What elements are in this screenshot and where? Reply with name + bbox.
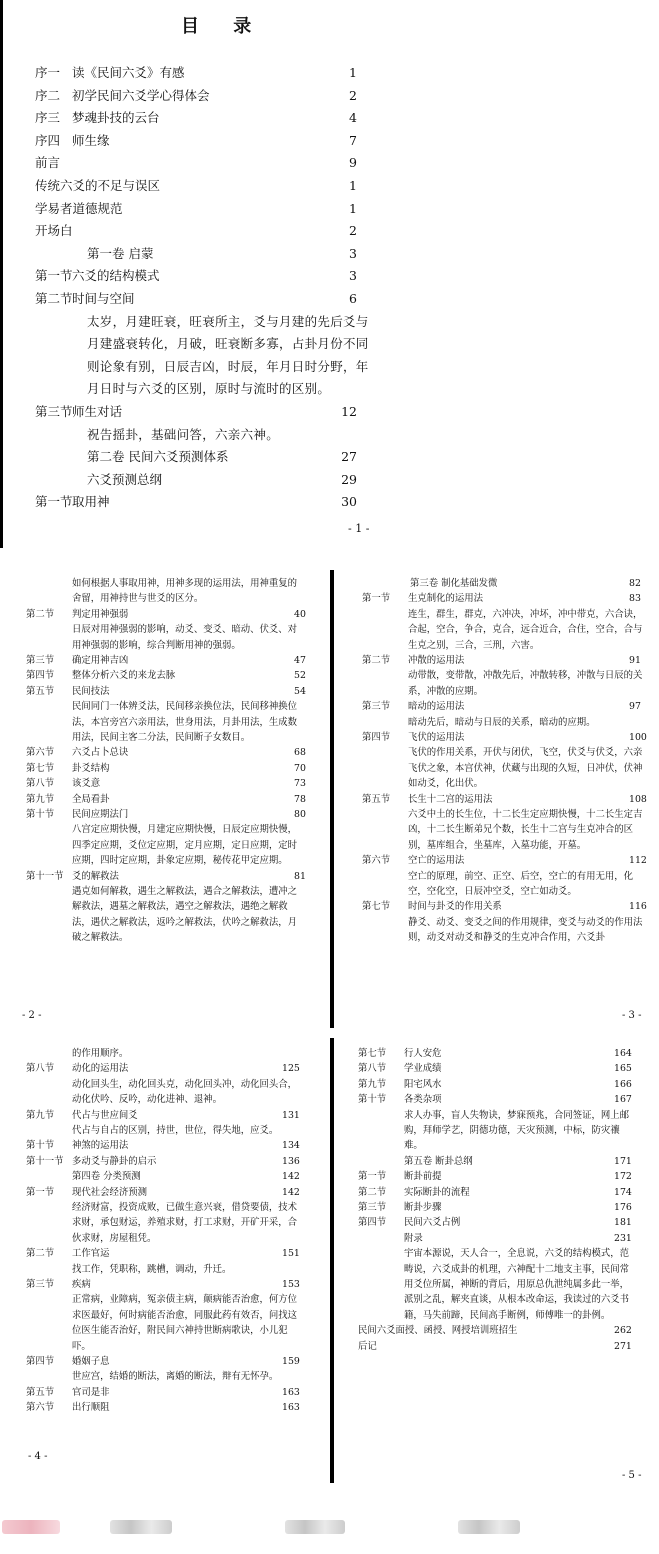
page-ref: 73 — [294, 778, 306, 790]
entry-title: 该爻意 — [72, 778, 101, 790]
page-ref: 163 — [282, 1386, 300, 1398]
section-label: 第二节 — [358, 1186, 387, 1198]
toc-entry-description — [362, 807, 647, 853]
toc-entry-description — [26, 822, 306, 868]
toc-entry — [358, 1323, 640, 1338]
toc-entry-description — [362, 745, 647, 791]
entry-title: 六爻占卜总诀 — [72, 747, 129, 759]
description-text: 暗动先后，暗动与日辰的关系，暗动的应期。 — [408, 716, 596, 728]
description-text: 六爻中土的长生位，十二长生定应期快慢，十二长生定吉凶，十二长生断弟兄个数，长生十二宫与生克冲合的区别，墓库组合，坐墓库，入墓功能，开墓。 — [408, 809, 643, 851]
toc-entry-description — [362, 715, 647, 730]
description-text: 世应宫，结婚的断法，离婚的断法，辩有无怀孕。 — [72, 1371, 279, 1383]
page-ref: 30 — [341, 494, 357, 510]
watermark-blur — [458, 1520, 520, 1534]
section-label: 序四 — [35, 132, 61, 148]
toc-entry — [35, 491, 375, 514]
page-ref: 70 — [294, 762, 306, 774]
entry-title: 代占与世应间爻 — [72, 1109, 138, 1121]
section-label: 第一节 — [35, 494, 73, 510]
toc-entry — [35, 446, 375, 469]
page-number: - 5 - — [622, 1470, 642, 1481]
entry-title: 整体分析六爻的来龙去脉 — [72, 670, 176, 682]
toc-entry — [358, 1215, 640, 1230]
page-ref: 136 — [282, 1155, 300, 1167]
entry-title: 阳宅风水 — [404, 1078, 442, 1090]
toc-entry-description — [358, 1108, 640, 1154]
page-ref: 40 — [294, 608, 306, 620]
section-label: 第一节 — [362, 593, 391, 605]
section-label: 第八节 — [26, 1063, 55, 1075]
toc-entry — [26, 684, 306, 699]
entry-title: 师生对话 — [72, 403, 123, 419]
watermark-blur — [2, 1520, 60, 1534]
toc-entry-description — [362, 607, 647, 653]
toc-entry — [26, 869, 306, 884]
toc-entry-description — [26, 1046, 306, 1061]
toc-list — [26, 576, 306, 946]
description-text: 动带散，变带散，冲散先后，冲散转移，冲散与日辰的关系，冲散的应期。 — [408, 670, 643, 697]
section-label: 第三节 — [26, 655, 55, 667]
toc-entry — [26, 1154, 306, 1169]
toc-entry — [26, 1354, 306, 1369]
page-ref: 3 — [349, 268, 357, 284]
section-label: 第五节 — [26, 1386, 55, 1398]
entry-title: 初学民间六爻学心得体会 — [72, 87, 210, 103]
page-ref: 4 — [349, 110, 357, 126]
section-label: 第二节 — [362, 655, 391, 666]
toc-entry — [26, 807, 306, 822]
section-label: 第七节 — [358, 1048, 387, 1059]
page-ref: 9 — [349, 155, 357, 171]
page-ref: 142 — [282, 1171, 300, 1183]
description-text: 如何根据人事取用神，用神多现的运用法，用神重复的舍留，用神持世与世爻的区分。 — [72, 578, 298, 605]
page-number: - 4 - — [28, 1451, 48, 1462]
toc-entry — [358, 1077, 640, 1092]
page-ref: 29 — [341, 471, 357, 487]
entry-title: 爻的解救法 — [72, 870, 119, 882]
description-text: 连生，群生，群克，六冲决，冲坏，冲中带克，六合诀，合起，空合，争合，克合，远合近合，合住，空合，合与生克之别，三合，三刑，六害。 — [408, 608, 643, 651]
entry-title: 全局看卦 — [72, 793, 110, 805]
toc-entry — [362, 730, 647, 745]
entry-title: 各类杂项 — [404, 1094, 442, 1106]
page-ref: 153 — [282, 1278, 300, 1290]
toc-entry-description — [26, 622, 306, 653]
toc-entry-description — [362, 915, 647, 946]
toc-entry — [358, 1046, 640, 1061]
watermark-blur — [110, 1520, 172, 1534]
section-label: 序二 — [35, 87, 61, 103]
toc-entry — [26, 1138, 306, 1153]
description-text: 经济财富，投资成败，已做生意兴衰，借贷要债，技术求财，承包财运，养殖求财，打工求财，开矿开采，合伙求财，房屋租凭。 — [72, 1201, 298, 1244]
page-ref: 6 — [349, 290, 357, 306]
page-ref: 116 — [629, 901, 647, 913]
toc-entry — [26, 1246, 306, 1261]
page-ref: 176 — [614, 1201, 632, 1213]
description-text: 八宫定应期快慢，月建定应期快慢，日辰定应期快慢，四季定应期，爻位定应期，定月应期，定日应期，定时应期，四时定应期，卦象定应期，秘传花甲定应期。 — [72, 824, 298, 867]
toc-entry-description — [362, 668, 647, 699]
toc-entry-description — [26, 1369, 306, 1384]
section-label: 第四节 — [362, 732, 391, 743]
section-label: 第三节 — [362, 701, 391, 713]
toc-entry — [358, 1169, 640, 1184]
toc-entry — [362, 576, 647, 591]
section-label: 第三节 — [26, 1278, 55, 1290]
toc-list — [362, 576, 647, 946]
toc-page-4 — [0, 1038, 322, 1483]
toc-entry — [35, 130, 375, 153]
entry-title: 行人安危 — [404, 1048, 442, 1059]
page-ref: 2 — [349, 223, 357, 239]
toc-entry-description — [358, 1246, 640, 1323]
entry-title: 生克制化的运用法 — [408, 593, 484, 605]
entry-title: 第五卷 断卦总纲 — [404, 1155, 473, 1167]
toc-page-3 — [330, 570, 659, 1028]
entry-title: 六爻的结构模式 — [72, 268, 160, 284]
page-ref: 12 — [341, 403, 357, 419]
section-label: 第二节 — [26, 1248, 55, 1260]
page-title: 目 录 — [181, 16, 266, 37]
section-label: 第六节 — [26, 747, 55, 759]
toc-entry — [26, 761, 306, 776]
toc-entry-description — [26, 1077, 306, 1108]
page-ref: 80 — [294, 808, 306, 820]
section-label: 第九节 — [26, 1109, 55, 1121]
page-ref: 54 — [294, 685, 306, 697]
toc-entry — [26, 776, 306, 791]
page-ref: 163 — [282, 1402, 300, 1414]
toc-entry — [358, 1339, 640, 1354]
section-label: 第十节 — [358, 1094, 387, 1106]
toc-entry-description — [26, 884, 306, 946]
section-label: 前言 — [35, 155, 61, 171]
toc-entry — [358, 1092, 640, 1107]
entry-title: 第三卷 制化基础发微 — [410, 578, 498, 589]
entry-title: 学业成绩 — [404, 1063, 442, 1075]
toc-list — [358, 1046, 640, 1354]
section-label: 第六节 — [26, 1402, 55, 1414]
toc-entry — [358, 1061, 640, 1076]
section-label: 开场白 — [35, 223, 73, 239]
description-text: 飞伏的作用关系，开伏与闭伏，飞空，伏爻与伏爻，六亲飞伏之象，本宫伏神，伏藏与出现的久短，日冲伏，伏神如动爻，化出伏。 — [408, 747, 643, 790]
page-ref: 83 — [629, 593, 641, 605]
entry-title: 多动爻与静卦的启示 — [72, 1155, 157, 1167]
page-ref: 78 — [294, 793, 306, 805]
page-number: - 1 - — [348, 522, 370, 535]
page-ref: 167 — [614, 1094, 632, 1106]
entry-title: 第一卷 启蒙 — [87, 245, 154, 261]
watermark-blur — [285, 1520, 345, 1534]
page-ref: 100 — [629, 732, 647, 743]
page-ref: 151 — [282, 1248, 300, 1260]
toc-entry — [26, 1108, 306, 1123]
toc-entry — [26, 745, 306, 760]
entry-title: 断卦前提 — [404, 1171, 442, 1183]
toc-entry-description — [26, 1262, 306, 1277]
toc-entry-description — [26, 699, 306, 745]
entry-title: 长生十二宫的运用法 — [408, 793, 493, 805]
toc-entry — [35, 220, 375, 243]
page-ref: 271 — [614, 1340, 632, 1352]
page-ref: 231 — [614, 1232, 632, 1244]
toc-entry — [362, 699, 647, 714]
page-ref: 174 — [614, 1186, 632, 1198]
entry-title: 神煞的运用法 — [72, 1140, 129, 1152]
description-text: 遇克如何解救，遇生之解救法，遇合之解救法，遭冲之解救法，遇墓之解救法，遇空之解救法，遇绝之解救法，遇伏之解救法，返吟之解救法，伏吟之解救法，月破之解救法。 — [72, 885, 298, 944]
page-ref: 1 — [349, 200, 357, 216]
page-ref: 47 — [294, 655, 306, 667]
entry-title: 第二卷 民间六爻预测体系 — [87, 449, 229, 465]
toc-entry — [35, 175, 375, 198]
page-ref: 3 — [349, 245, 357, 261]
section-label: 第一节 — [26, 1186, 55, 1198]
entry-title: 疾病 — [72, 1278, 91, 1290]
page-ref: 82 — [629, 578, 641, 589]
page-ref: 27 — [341, 449, 357, 465]
section-label: 序三 — [35, 110, 61, 126]
toc-entry — [26, 1400, 306, 1415]
toc-entry — [35, 198, 375, 221]
toc-entry — [35, 107, 375, 130]
toc-entry — [362, 653, 647, 668]
page-ref: 1 — [349, 65, 357, 80]
toc-page-1 — [0, 0, 383, 548]
entry-title: 断卦步骤 — [404, 1201, 442, 1213]
toc-entry — [362, 853, 647, 868]
page-ref: 68 — [294, 747, 306, 759]
entry-title: 出行顺阻 — [72, 1402, 110, 1414]
entry-title: 民间技法 — [72, 685, 110, 697]
toc-entry-description — [362, 869, 647, 900]
toc-entry — [35, 152, 375, 175]
description-text: 的作用顺序。 — [72, 1048, 129, 1059]
section-label: 第七节 — [26, 762, 55, 774]
page-ref: 142 — [282, 1186, 300, 1198]
entry-title: 师生缘 — [72, 132, 110, 148]
toc-entry — [26, 653, 306, 668]
toc-entry — [26, 1277, 306, 1292]
page-ref: 171 — [614, 1155, 632, 1167]
toc-entry — [35, 288, 375, 311]
description-text: 找工作，凭职称，跳槽，调动，升迁。 — [72, 1263, 232, 1275]
toc-entry — [358, 1154, 640, 1169]
entry-title: 民间应期法门 — [72, 808, 129, 820]
page-ref: 7 — [349, 132, 357, 148]
section-label: 第二节 — [35, 290, 73, 306]
entry-title: 冲散的运用法 — [408, 655, 465, 666]
page-ref: 108 — [629, 793, 647, 805]
section-label: 第十一节 — [26, 870, 64, 882]
page-ref: 125 — [282, 1063, 300, 1075]
page-ref: 159 — [282, 1356, 300, 1367]
page-ref: 165 — [614, 1063, 632, 1075]
description-text: 空亡的原理，前空、正空、后空，空亡的有用无用，化空，空化空，日辰冲空爻，空亡如动爻。 — [408, 870, 634, 898]
toc-entry — [35, 469, 375, 492]
description-text: 太岁，月建旺衰，旺衰所主，爻与月建的先后爻与月建盛衰转化，月破，旺衰断多寡，占卦月份不同则论象有别，日辰吉凶，时辰，年月日时分野，年月日时与六爻的区别，原时与流时的区别。 — [87, 313, 369, 397]
entry-title: 工作官运 — [72, 1248, 110, 1260]
page-ref: 97 — [629, 701, 641, 713]
section-label: 后记 — [358, 1340, 377, 1352]
toc-list — [26, 1046, 306, 1416]
section-label: 第九节 — [26, 793, 55, 805]
entry-title: 官司是非 — [72, 1386, 110, 1398]
toc-entry — [35, 243, 375, 266]
page-ref: 181 — [614, 1217, 632, 1229]
toc-entry — [358, 1231, 640, 1246]
toc-entry — [358, 1185, 640, 1200]
page-number: - 2 - — [22, 1010, 42, 1021]
entry-title: 暗动的运用法 — [408, 701, 465, 713]
section-label: 第四节 — [26, 1356, 55, 1367]
toc-entry — [35, 265, 375, 288]
description-text: 正常病，业障病，冤亲债主病，颠病能否治愈，何方位求医最好，何时病能否治愈，同服此药有效否，问找这位医生能否治好，附民间六神持世断病歌诀，小儿犯吓。 — [72, 1294, 298, 1352]
toc-entry — [362, 899, 647, 914]
toc-entry — [26, 1385, 306, 1400]
section-label: 第四节 — [26, 670, 55, 682]
section-label: 第三节 — [35, 403, 73, 419]
section-label: 学易者道德规范 — [35, 200, 123, 216]
entry-title: 动化的运用法 — [72, 1063, 129, 1075]
section-label: 第十一节 — [26, 1155, 64, 1167]
page-ref: 172 — [614, 1171, 632, 1183]
section-label: 第九节 — [358, 1078, 387, 1090]
toc-entry-description — [26, 1292, 306, 1354]
description-text: 代占与自占的区别，持世，世位，得失地，应爻。 — [72, 1125, 279, 1136]
section-label: 第二节 — [26, 608, 55, 620]
page-ref: 262 — [614, 1325, 632, 1337]
entry-title: 现代社会经济预测 — [72, 1186, 148, 1198]
section-label: 民间六爻面授、函授、网授培训班招生 — [358, 1325, 518, 1337]
toc-entry — [26, 1061, 306, 1076]
toc-entry — [26, 1169, 306, 1184]
page-ref: 81 — [294, 870, 306, 882]
toc-entry — [362, 591, 647, 606]
entry-title: 读《民间六爻》有感 — [72, 65, 185, 80]
page-ref: 52 — [294, 670, 306, 682]
toc-entry-description — [26, 1200, 306, 1246]
entry-title: 第四卷 分类预测 — [72, 1171, 141, 1183]
entry-title: 判定用神强弱 — [72, 608, 129, 620]
description-text: 求人办事，盲人失物诀，梦寐预兆，合同签证，网上邮购，拜师学艺，阴德功德，天灾预测，中标，防灾禳难。 — [404, 1109, 630, 1152]
page-ref: 112 — [629, 855, 647, 867]
entry-title: 时间与空间 — [72, 290, 135, 306]
entry-title: 卦爻结构 — [72, 762, 110, 774]
page-ref: 134 — [282, 1140, 300, 1152]
toc-entry — [26, 668, 306, 683]
description-text: 静爻、动爻、变爻之间的作用规律，变爻与动爻的作用法则，动爻对动爻和静爻的生克冲合作用，六爻卦 — [408, 916, 643, 944]
section-label: 第一节 — [358, 1171, 387, 1183]
entry-title: 确定用神吉凶 — [72, 655, 129, 667]
toc-entry-description — [35, 311, 375, 401]
toc-list — [35, 62, 375, 514]
toc-entry — [26, 792, 306, 807]
section-label: 序一 — [35, 65, 61, 80]
section-label: 第八节 — [26, 778, 55, 790]
toc-entry — [35, 62, 375, 85]
section-label: 传统六爻的不足与误区 — [35, 177, 161, 193]
page-ref: 91 — [629, 655, 641, 666]
entry-title: 飞伏的运用法 — [408, 732, 465, 743]
entry-title: 空亡的运用法 — [408, 855, 465, 867]
section-label: 第五节 — [362, 793, 391, 805]
toc-entry-description — [35, 424, 375, 447]
entry-title: 实际断卦的流程 — [404, 1186, 470, 1198]
page-ref: 166 — [614, 1078, 632, 1090]
toc-entry — [26, 607, 306, 622]
toc-page-5 — [330, 1038, 659, 1483]
toc-entry — [362, 792, 647, 807]
toc-entry-description — [26, 576, 306, 607]
section-label: 第八节 — [358, 1063, 387, 1075]
description-text: 宇宙本源说，天人合一，全息说，六爻的结构模式，范畴说，六爻成卦的机理，六神配十二地支主事，民间常用爻位所属，神断的背后，用原总仇泄纯属多此一举，派别之乱，解夹直谈，从根本改命运，我读过的六爻书籍，马失前蹄，民间高手断例，师傅唯一的卦例。 — [404, 1248, 630, 1321]
entry-title: 时间与卦爻的作用关系 — [408, 901, 502, 913]
section-label: 第十节 — [26, 808, 55, 820]
section-label: 第三节 — [358, 1201, 387, 1213]
page-ref: 131 — [282, 1109, 300, 1121]
toc-entry — [358, 1200, 640, 1215]
section-label: 第一节 — [35, 268, 73, 284]
page-ref: 1 — [349, 177, 357, 193]
entry-title: 六爻预测总纲 — [87, 471, 163, 487]
entry-title: 婚姻子息 — [72, 1356, 110, 1367]
page-number: - 3 - — [622, 1010, 642, 1021]
page-ref: 164 — [614, 1048, 632, 1059]
toc-entry-description — [26, 1123, 306, 1138]
section-label: 第五节 — [26, 685, 55, 697]
entry-title: 民间六爻占例 — [404, 1217, 461, 1229]
section-label: 第四节 — [358, 1217, 387, 1229]
toc-entry — [26, 1185, 306, 1200]
toc-page-2 — [0, 570, 322, 1028]
page-ref: 2 — [349, 87, 357, 103]
entry-title: 附录 — [404, 1232, 423, 1244]
description-text: 祝告摇卦，基础问答，六亲六神。 — [87, 426, 280, 442]
description-text: 日辰对用神强弱的影响，动爻、变爻、暗动、伏爻、对用神强弱的影响，综合判断用神的强弱。 — [72, 624, 298, 651]
entry-title: 梦魂卦技的云台 — [72, 110, 160, 126]
description-text: 民间同门一体辨爻法，民间移亲换位法，民间移神换位法，本宫旁宫六亲用法，世身用法，月卦用法，生成数用法，民间主客二分法，民间断子女数目。 — [72, 701, 298, 743]
entry-title: 取用神 — [72, 494, 110, 510]
toc-entry — [35, 401, 375, 424]
section-label: 第七节 — [362, 901, 391, 913]
description-text: 动化回头生，动化回头克，动化回头冲，动化回头合，动化伏吟、反吟，动化进神、退神。 — [72, 1078, 298, 1106]
toc-entry — [35, 85, 375, 108]
section-label: 第十节 — [26, 1140, 55, 1152]
section-label: 第六节 — [362, 855, 391, 867]
